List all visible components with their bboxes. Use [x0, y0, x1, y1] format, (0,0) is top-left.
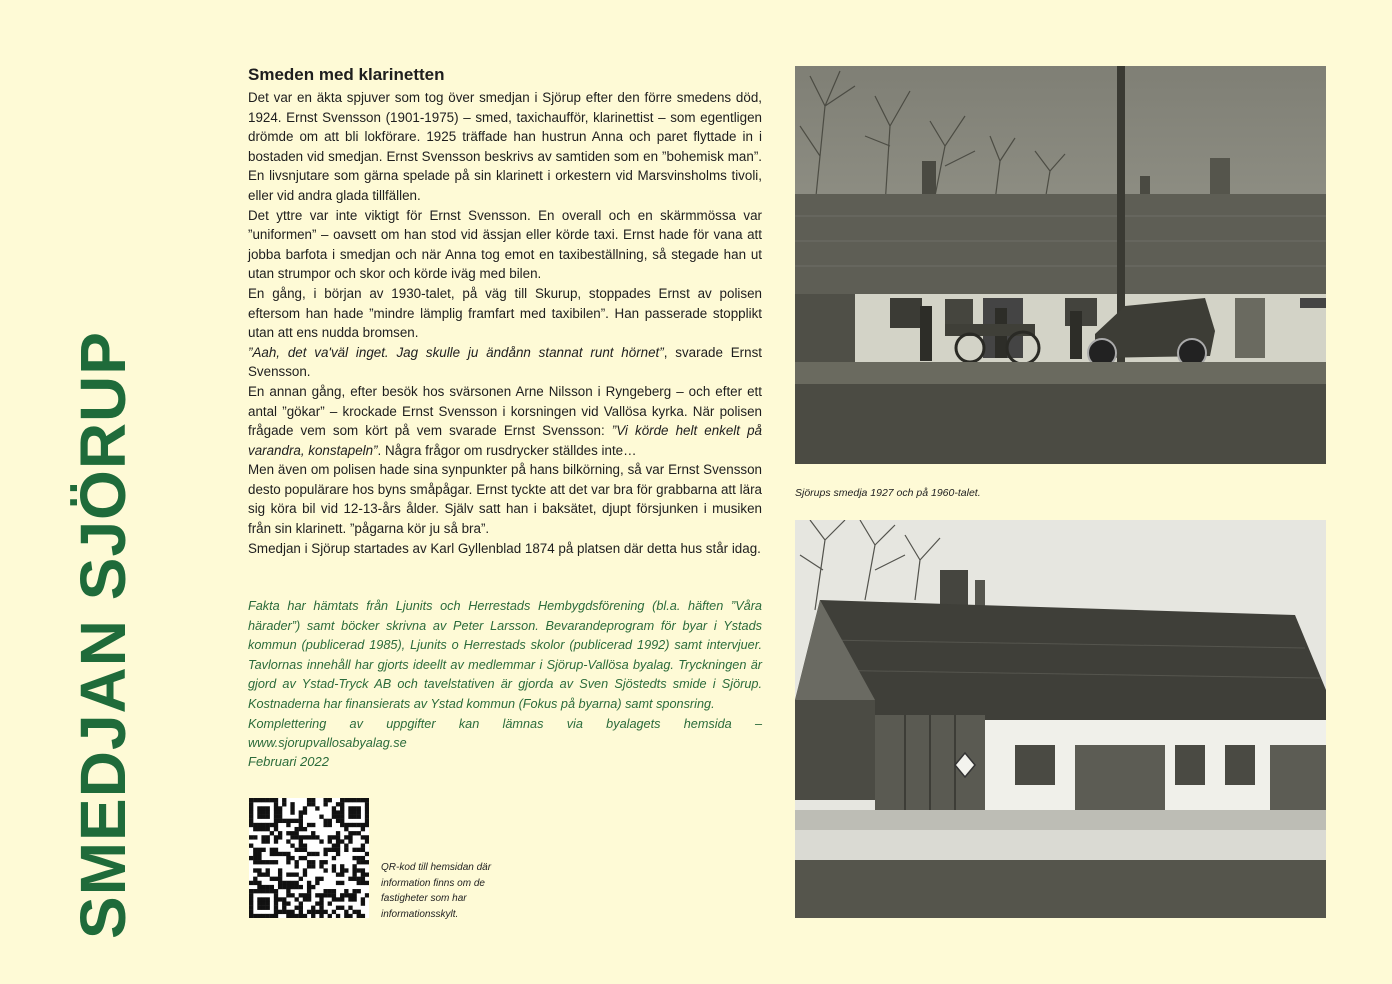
- article-paragraph: [248, 343, 762, 382]
- paragraph-text: . Några frågor om rusdrycker ställdes inte…: [377, 442, 637, 458]
- article-paragraph: [248, 382, 762, 460]
- article-paragraph: En gång, i början av 1930-talet, på väg till Skurup, stoppades Ernst av polisen eftersom han hade ”mindre lämplig framfart med taxibilen”. Han passerade stopplikt utan att ens nudda bromsen.: [248, 285, 762, 341]
- vertical-title-wrapper: [58, 331, 148, 939]
- quote-attribution: , svarade Ernst Svensson.: [248, 344, 762, 380]
- publication-date: Februari 2022: [248, 754, 329, 769]
- article-paragraph: Men även om polisen hade sina synpunkter på hans bilkörning, så var Ernst Svensson desto populärare hos byns småpågar. Ernst tyckte att det var bra för grabbarna att lära sig köra bil vid 12-13-års ålder. Själv satt han i baksätet, djupt försjunken i musiken från sin klarinett. ”pågarna kör ju så bra”.: [248, 462, 762, 537]
- qr-code[interactable]: [249, 798, 369, 918]
- article-paragraph: Det var en äkta spjuver som tog över smedjan i Sjörup efter den förre smedens död, 1924. Ernst Svensson (1901-1975) – smed, taxichaufför, klarinettist – som egentligen drömde om att bli lokförare. 1925 träffade han hustrun Anna och paret flyttade in i bostaden vid smedjan. Ernst Svensson beskrivs av samtiden som en ”bohemisk man”. En livsnjutare som gärna spelade på sin klarinett i orkestern vid Marsvinsholms tivoli, eller vid andra glada tillfällen.: [248, 90, 762, 203]
- photo-smithy-1960s-image: [795, 520, 1326, 918]
- qr-caption: QR-kod till hemsidan där information finns om de fastigheter som har informationsskylt.: [381, 862, 492, 920]
- qr-code-graphic: [249, 798, 369, 918]
- article-paragraph: Det yttre var inte viktigt för Ernst Svensson. En overall och en skärmmössa var ”uniformen” – oavsett om han stod vid ässjan eller körde taxi. Ernst hade för vana att jobba barfota i smedjan och när Anna tog emot en taxibeställning, så stegade han ut utan strumpor och skor och körde iväg med bilen.: [248, 207, 762, 282]
- credits-website: Komplettering av uppgifter kan lämnas via byalagets hemsida – www.sjorupvallosabyalag.se: [248, 716, 762, 751]
- credits: [248, 597, 762, 754]
- photo-smithy-1927: [795, 66, 1326, 464]
- quote: ”Aah, det va'väl inget. Jag skulle ju ändånn stannat runt hörnet”: [248, 344, 664, 360]
- photo-caption: Sjörups smedja 1927 och på 1960-talet.: [795, 487, 981, 499]
- article: [248, 64, 762, 558]
- credits-text: Fakta har hämtats från Ljunits och Herrestads Hembygdsförening (bl.a. häften ”Våra härader”) samt böcker skrivna av Peter Larsson. Bevarandeprogram för byar i Ystads kommun (publicerad 1985), Ljunits o Herrestads skolor (publicerad 1992) samt intervjuer. Tavlornas innehåll har gjorts ideellt av medlemmar i Sjörup-Vallösa byalag. Tryckningen är gjord av Ystad-Tryck AB och tavelstativen är gjorda av Sven Sjöstedts smide i Sjörup. Kostnaderna har finansierats av Ystad kommun (Fokus på byarna) samt sponsring.: [248, 599, 762, 711]
- paragraph-text: En annan gång, efter besök hos svärsonen Arne Nilsson i Ryngeberg – och efter ett antal ”gökar” – krockade Ernst Svensson i korsningen vid Vallösa kyrka. När polisen frågade vem som kört på vem svarade Ernst Svensson:: [248, 383, 762, 439]
- article-heading: Smeden med klarinetten: [248, 65, 445, 84]
- photo-smithy-1960s: [795, 520, 1326, 918]
- page-title: SMEDJAN SJÖRUP: [67, 331, 139, 939]
- photo-smithy-1927-image: [795, 66, 1326, 464]
- quote: ”Vi körde helt enkelt på varandra, konstapeln”: [248, 423, 762, 458]
- article-paragraph: Smedjan i Sjörup startades av Karl Gyllenblad 1874 på platsen där detta hus står idag.: [248, 540, 761, 556]
